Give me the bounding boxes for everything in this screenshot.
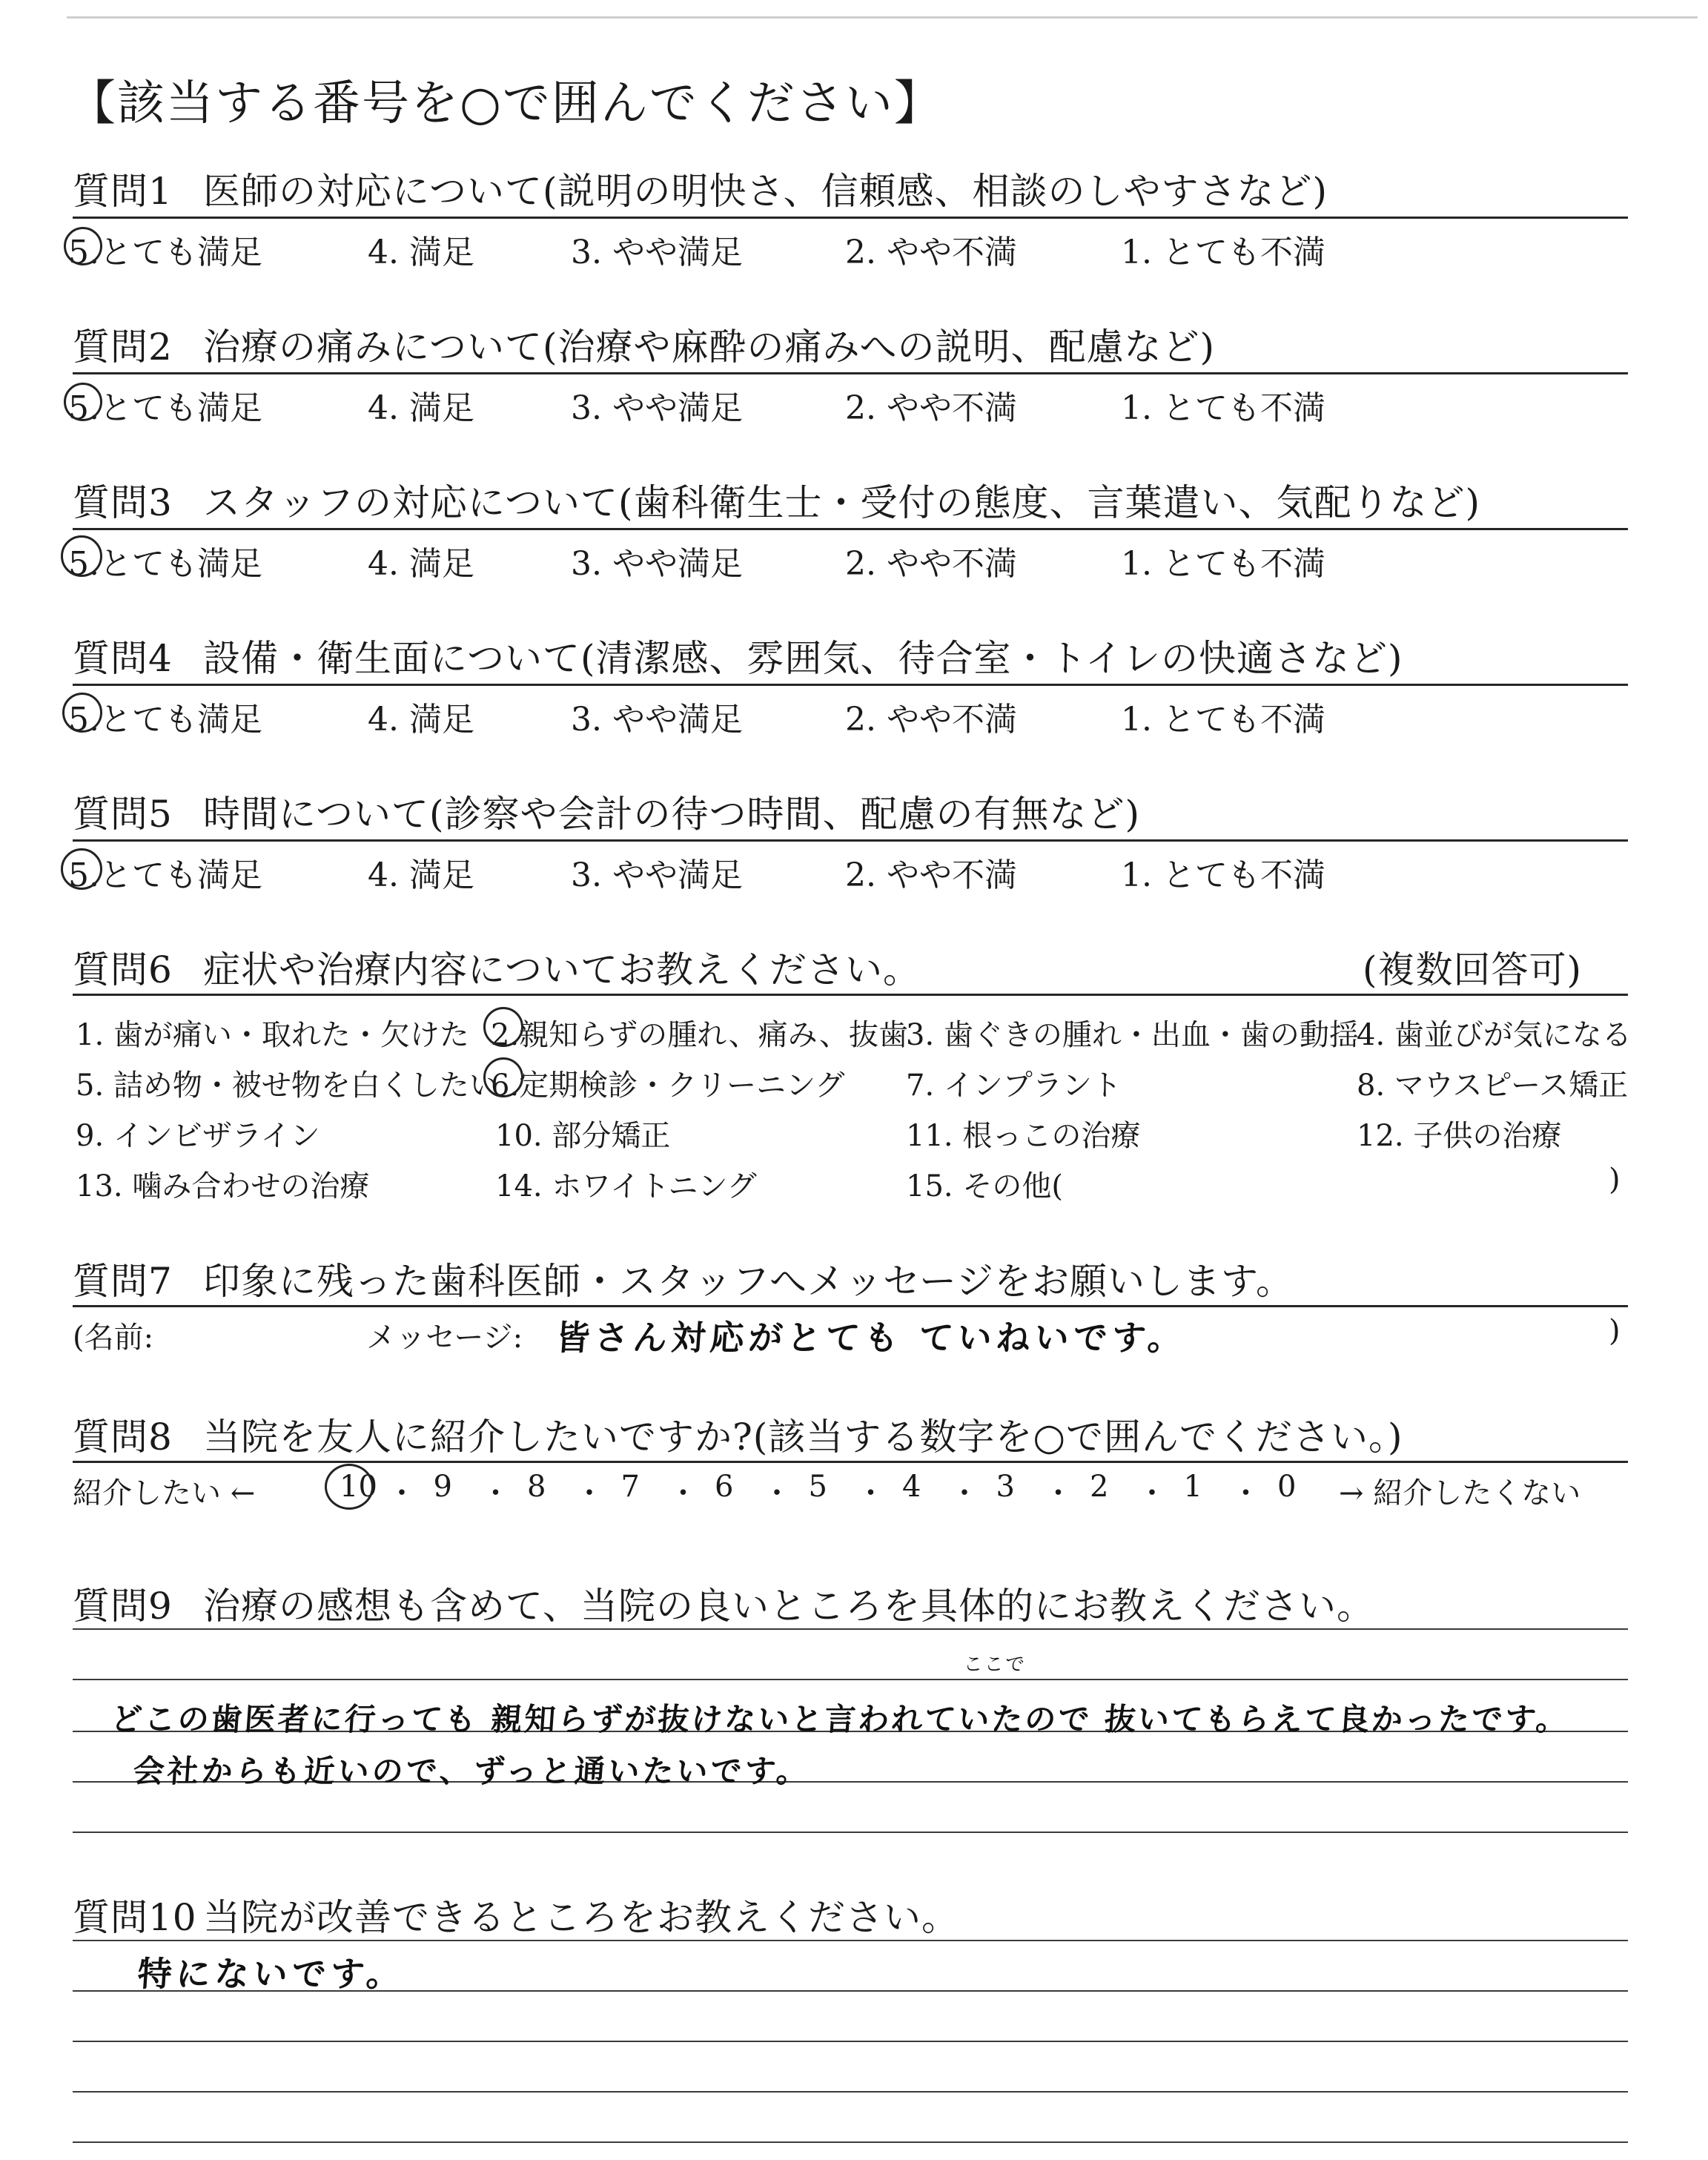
q9-answer-insert: ここで: [962, 1654, 1027, 1676]
q5-option-4[interactable]: 4. 満足: [368, 856, 474, 894]
q4-option-2[interactable]: 2. やや不満: [845, 701, 1017, 739]
q8-scale-4[interactable]: 4: [902, 1470, 921, 1504]
q10-line-5: [73, 2141, 1628, 2143]
question-1-text: 医師の対応について(説明の明快さ、信頼感、相談のしやすさなど): [203, 170, 1328, 213]
q4-option-5[interactable]: 5.とても満足: [68, 701, 262, 739]
question-3-text: スタッフの対応について(歯科衛生士・受付の態度、言葉遣い、気配りなど): [203, 481, 1481, 524]
q1-option-3[interactable]: 3. やや満足: [571, 234, 743, 271]
page-title: 【該当する番号を○で囲んでください】: [68, 76, 943, 131]
q4-option-4[interactable]: 4. 満足: [368, 701, 474, 739]
q8-scale-5[interactable]: 5: [808, 1470, 827, 1504]
question-4-rule: [73, 684, 1628, 686]
q8-scale-0[interactable]: 0: [1277, 1470, 1297, 1504]
question-9-heading: [73, 1576, 1374, 1630]
q8-scale-6[interactable]: 6: [715, 1470, 734, 1504]
question-6-text: 症状や治療内容についてお教えください。: [203, 948, 921, 991]
q6-option-13[interactable]: 13. 噛み合わせの治療: [76, 1169, 370, 1203]
q6-option-3[interactable]: 3. 歯ぐきの腫れ・出血・歯の動揺: [906, 1018, 1359, 1052]
q9-answer-line-2: 会社からも近いので、ずっと通いたいです。: [132, 1753, 812, 1789]
q3-option-3[interactable]: 3. やや満足: [571, 545, 743, 583]
q9-line-5: [73, 1832, 1628, 1833]
question-7-rule: [73, 1305, 1628, 1307]
question-8-heading: [73, 1407, 1403, 1461]
q6-option-2[interactable]: 2.親知らずの腫れ、痛み、抜歯: [491, 1018, 908, 1052]
q2-option-5[interactable]: 5.とても満足: [68, 389, 262, 427]
top-border: [67, 16, 1698, 19]
q7-close-paren: ): [1609, 1314, 1621, 1348]
q6-option-10[interactable]: 10. 部分矯正: [495, 1119, 671, 1153]
q3-option-4[interactable]: 4. 満足: [368, 545, 474, 583]
q8-left-label: 紹介したい ←: [73, 1476, 256, 1510]
q9-answer-line-1: どこの歯医者に行っても 親知らずが抜けないと言われていたので 抜いてもらえて良かったです。: [110, 1701, 1571, 1737]
q8-scale-separator: ・: [480, 1476, 511, 1510]
question-7-heading: [73, 1252, 1294, 1305]
q10-line-4: [73, 2091, 1628, 2093]
question-8-number: 質問8: [73, 1416, 173, 1459]
q1-option-2[interactable]: 2. やや不満: [845, 234, 1017, 271]
question-3-number: 質問3: [73, 481, 173, 524]
q6-option-12[interactable]: 12. 子供の治療: [1357, 1119, 1562, 1153]
q8-scale-1[interactable]: 1: [1183, 1470, 1202, 1504]
question-2-heading: [73, 317, 1215, 371]
question-2-number: 質問2: [73, 326, 173, 369]
question-10-text: 当院が改善できるところをお教えください。: [203, 1896, 959, 1939]
question-1-heading: [73, 162, 1328, 215]
q1-option-1[interactable]: 1. とても不満: [1121, 234, 1325, 271]
q1-option-5[interactable]: 5.とても満足: [68, 234, 262, 271]
q6-option-5[interactable]: 5. 詰め物・被せ物を白くしたい: [76, 1069, 499, 1103]
q8-scale-separator: ・: [387, 1476, 417, 1510]
q4-option-1[interactable]: 1. とても不満: [1121, 701, 1325, 739]
question-2-rule: [73, 372, 1628, 374]
q1-option-4[interactable]: 4. 満足: [368, 234, 474, 271]
q9-line-1: [73, 1628, 1628, 1630]
question-4-heading: [73, 629, 1403, 682]
q7-message-answer: 皆さん対応がとても ていねいです。: [554, 1318, 1188, 1358]
q7-message-label: メッセージ:: [366, 1321, 523, 1355]
q6-option-15[interactable]: 15. その他(: [906, 1169, 1063, 1203]
q6-option-15-close-paren: ): [1609, 1163, 1621, 1197]
question-1-rule: [73, 217, 1628, 219]
question-5-text: 時間について(診察や会計の待つ時間、配慮の有無など): [203, 793, 1141, 836]
q9-line-2: [73, 1679, 1628, 1680]
question-5-number: 質問5: [73, 793, 173, 836]
q8-scale-8[interactable]: 8: [527, 1470, 546, 1504]
q8-scale-separator: ・: [1137, 1476, 1167, 1510]
question-8-rule: [73, 1461, 1628, 1463]
question-5-heading: [73, 785, 1140, 838]
q5-option-2[interactable]: 2. やや不満: [845, 856, 1017, 894]
question-10-number: 質問10: [73, 1896, 197, 1939]
question-7-text: 印象に残った歯科医師・スタッフへメッセージをお願いします。: [203, 1260, 1294, 1303]
q5-option-3[interactable]: 3. やや満足: [571, 856, 743, 894]
question-4-number: 質問4: [73, 637, 173, 680]
question-9-text: 治療の感想も含めて、当院の良いところを具体的にお教えください。: [203, 1585, 1374, 1628]
q8-scale-3[interactable]: 3: [996, 1470, 1015, 1504]
q8-scale-9[interactable]: 9: [433, 1470, 452, 1504]
question-2-text: 治療の痛みについて(治療や麻酔の痛みへの説明、配慮など): [203, 326, 1216, 369]
question-1-number: 質問1: [73, 170, 173, 213]
q8-scale-separator: ・: [668, 1476, 698, 1510]
q3-option-1[interactable]: 1. とても不満: [1121, 545, 1325, 583]
q8-scale-2[interactable]: 2: [1090, 1470, 1109, 1504]
question-4-text: 設備・衛生面について(清潔感、雰囲気、待合室・トイレの快適さなど): [203, 637, 1403, 680]
q3-option-5[interactable]: 5.とても満足: [68, 545, 262, 583]
q7-name-label: (名前:: [73, 1321, 154, 1355]
q2-option-3[interactable]: 3. やや満足: [571, 389, 743, 427]
q10-answer-line-1: 特にないです。: [136, 1954, 407, 1994]
q6-option-7[interactable]: 7. インプラント: [906, 1069, 1122, 1103]
question-6-number: 質問6: [73, 948, 173, 991]
question-5-rule: [73, 839, 1628, 842]
question-7-number: 質問7: [73, 1260, 173, 1303]
q4-option-3[interactable]: 3. やや満足: [571, 701, 743, 739]
q6-option-1[interactable]: 1. 歯が痛い・取れた・欠けた: [76, 1018, 469, 1052]
q8-scale-separator: ・: [1043, 1476, 1073, 1510]
question-9-number: 質問9: [73, 1585, 173, 1628]
question-6-note: (複数回答可): [1363, 948, 1583, 991]
q8-scale-10[interactable]: 10: [340, 1470, 377, 1504]
q2-option-4[interactable]: 4. 満足: [368, 389, 474, 427]
question-6-rule: [73, 994, 1628, 996]
q6-option-11[interactable]: 11. 根っこの治療: [906, 1119, 1141, 1153]
q10-line-1: [73, 1940, 1628, 1941]
question-10-heading: [73, 1888, 959, 1941]
q8-scale-separator: ・: [950, 1476, 979, 1510]
q8-scale-separator: ・: [1231, 1476, 1261, 1510]
q6-option-14[interactable]: 14. ホワイトニング: [495, 1169, 757, 1203]
q5-option-1[interactable]: 1. とても不満: [1121, 856, 1325, 894]
question-6-heading: [73, 940, 921, 994]
q6-option-4[interactable]: 4. 歯並びが気になる: [1357, 1018, 1632, 1052]
q6-option-8[interactable]: 8. マウスピース矯正: [1357, 1069, 1629, 1103]
q2-option-2[interactable]: 2. やや不満: [845, 389, 1017, 427]
q8-right-label: → 紹介したくない: [1339, 1476, 1581, 1510]
q8-scale-7[interactable]: 7: [620, 1470, 640, 1504]
q5-option-5[interactable]: 5.とても満足: [68, 856, 262, 894]
q10-line-3: [73, 2041, 1628, 2042]
q6-option-6[interactable]: 6.定期検診・クリーニング: [491, 1069, 845, 1103]
q3-option-2[interactable]: 2. やや不満: [845, 545, 1017, 583]
q8-scale-separator: ・: [855, 1476, 886, 1510]
question-3-rule: [73, 528, 1628, 530]
q8-scale-separator: ・: [575, 1476, 604, 1510]
q6-option-9[interactable]: 9. インビザライン: [76, 1119, 320, 1153]
question-8-text: 当院を友人に紹介したいですか?(該当する数字を○で囲んでください。): [203, 1416, 1403, 1459]
question-3-heading: [73, 473, 1480, 526]
q8-scale-separator: ・: [762, 1476, 792, 1510]
q2-option-1[interactable]: 1. とても不満: [1121, 389, 1325, 427]
